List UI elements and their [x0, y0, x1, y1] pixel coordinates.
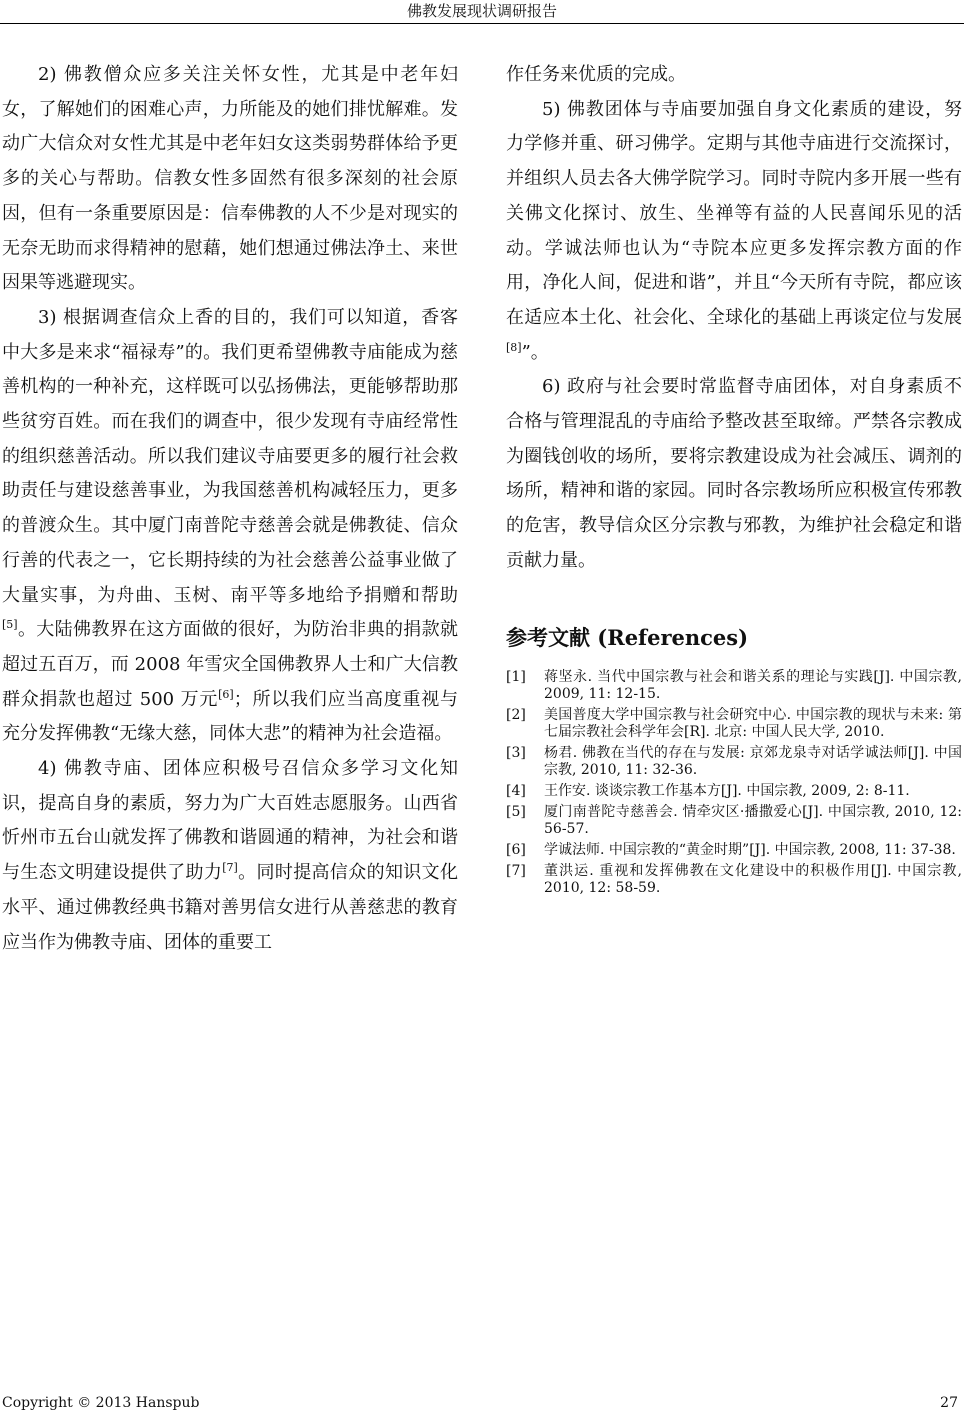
reference-item	[506, 745, 962, 779]
reference-number: [3]	[506, 744, 526, 761]
citation-marker[interactable]: [7]	[222, 861, 238, 875]
reference-text: 董洪运. 重视和发挥佛教在文化建设中的积极作用[J]. 中国宗教, 2010, 12: 58-59.	[544, 862, 962, 896]
reference-item	[506, 804, 962, 838]
copyright-notice: Copyright © 2013 Hanspub	[2, 1395, 200, 1411]
right-column-body	[506, 58, 962, 579]
paragraph-text: 6) 政府与社会要时常监督寺庙团体，对自身素质不合格与管理混乱的寺庙给予整改甚至取缔。严禁各宗教成为圈钱创收的场所，要将宗教建设成为社会减压、调剂的场所，精神和谐的家园。同时各宗教场所应积极宣传邪教的危害，教导信众区分宗教与邪教，为维护社会稳定和谐贡献力量。	[506, 376, 962, 571]
right-column	[506, 58, 962, 901]
paragraph-text: 。同时提高信众的知识文化水平、通过佛教经典书籍对善男信女进行从善慈悲的教育应当作为佛教寺庙、团体的重要工	[2, 862, 458, 953]
reference-text: 厦门南普陀寺慈善会. 情牵灾区·播撒爱心[J]. 中国宗教, 2010, 12: 56-57.	[544, 803, 962, 837]
reference-number: [7]	[506, 862, 526, 879]
reference-list	[506, 669, 962, 897]
body-paragraph	[506, 370, 962, 578]
reference-number: [6]	[506, 841, 526, 858]
paragraph-text: 3) 根据调查信众上香的目的，我们可以知道，香客中大多是来求“福禄寿”的。我们更希望佛教寺庙能成为慈善机构的一种补充，这样既可以弘扬佛法，更能够帮助那些贫穷百姓。而在我们的调查中，很少发现有寺庙经常性的组织慈善活动。所以我们建议寺庙要更多的履行社会救助责任与建设慈善事业，为我国慈善机构减轻压力，更多的普渡众生。其中厦门南普陀寺慈善会就是佛教徒、信众行善的代表之一，它长期持续的为社会慈善公益事业做了大量实事，为舟曲、玉树、南平等多地给予捐赠和帮助	[2, 306, 458, 606]
citation-marker[interactable]: [6]	[218, 687, 234, 701]
page-footer	[0, 1393, 964, 1413]
running-header	[0, 0, 964, 22]
reference-item	[506, 707, 962, 741]
reference-number: [5]	[506, 803, 526, 820]
body-paragraph	[2, 752, 458, 960]
reference-text: 王作安. 谈谈宗教工作基本方[J]. 中国宗教, 2009, 2: 8-11.	[544, 782, 910, 799]
paragraph-text: 5) 佛教团体与寺庙要加强自身文化素质的建设，努力学修并重、研习佛学。定期与其他寺庙进行交流探讨，并组织人员去各大佛学院学习。同时寺院内多开展一些有关佛文化探讨、放生、坐禅等有益的人民喜闻乐见的活动。学诚法师也认为“寺院本应更多发挥宗教方面的作用，净化人间，促进和谐”，并且“今天所有寺院，都应该在适应本土化、社会化、全球化的基础上再谈定位与发展	[506, 98, 962, 328]
reference-number: [4]	[506, 782, 526, 799]
reference-item	[506, 842, 962, 859]
reference-text: 学诚法师. 中国宗教的“黄金时期”[J]. 中国宗教, 2008, 11: 37-38.	[544, 841, 956, 858]
body-paragraph	[506, 58, 962, 93]
header-title: 佛教发展现状调研报告	[406, 2, 557, 20]
reference-text: 美国普度大学中国宗教与社会研究中心. 中国宗教的现状与未来: 第七届宗教社会科学年会[R]. 北京: 中国人民大学, 2010.	[544, 706, 962, 740]
paragraph-text: 作任务来优质的完成。	[506, 64, 686, 85]
paragraph-text: 。大陆佛教界在这方面做的很好，为防治非典的捐款就超过五百万，而 2008 年雪灾全国佛教界人士和广大信教群众捐款也超过 500 万元	[2, 619, 458, 710]
citation-marker[interactable]: [5]	[2, 618, 18, 632]
citation-marker[interactable]: [8]	[506, 340, 522, 354]
paragraph-text: 4) 佛教寺庙、团体应积极号召信众多学习文化知识，提高自身的素质，努力为广大百姓志愿服务。山西省忻州市五台山就发挥了佛教和谐圆通的精神，为社会和谐与生态文明建设提供了助力	[2, 758, 458, 884]
references-heading: 参考文献 (References)	[506, 624, 749, 650]
left-column	[2, 58, 458, 960]
reference-item	[506, 863, 962, 897]
reference-number: [2]	[506, 706, 526, 723]
page-number: 27	[940, 1395, 958, 1411]
reference-item	[506, 783, 962, 800]
reference-number: [1]	[506, 668, 526, 685]
header-divider	[0, 23, 964, 24]
paragraph-text: ”。	[521, 341, 549, 363]
body-paragraph	[2, 58, 458, 301]
body-paragraph	[2, 301, 458, 752]
paragraph-text: 2) 佛教僧众应多关注关怀女性，尤其是中老年妇女，了解她们的困难心声，力所能及的她们排忧解难。发动广大信众对女性尤其是中老年妇女这类弱势群体给予更多的关心与帮助。信教女性多固然有很多深刻的社会原因，但有一条重要原因是：信奉佛教的人不少是对现实的无奈无助而求得精神的慰藉，她们想通过佛法净土、来世因果等逃避现实。	[2, 64, 458, 294]
reference-text: 蒋坚永. 当代中国宗教与社会和谐关系的理论与实践[J]. 中国宗教, 2009, 11: 12-15.	[544, 668, 962, 702]
paragraph-text: ；所以我们应当高度重视与充分发挥佛教“无缘大慈，同体大悲”的精神为社会造福。	[2, 688, 458, 745]
body-paragraph	[506, 93, 962, 371]
reference-item	[506, 669, 962, 703]
reference-text: 杨君. 佛教在当代的存在与发展: 京郊龙泉寺对话学诚法师[J]. 中国宗教, 2010, 11: 32-36.	[544, 744, 962, 778]
